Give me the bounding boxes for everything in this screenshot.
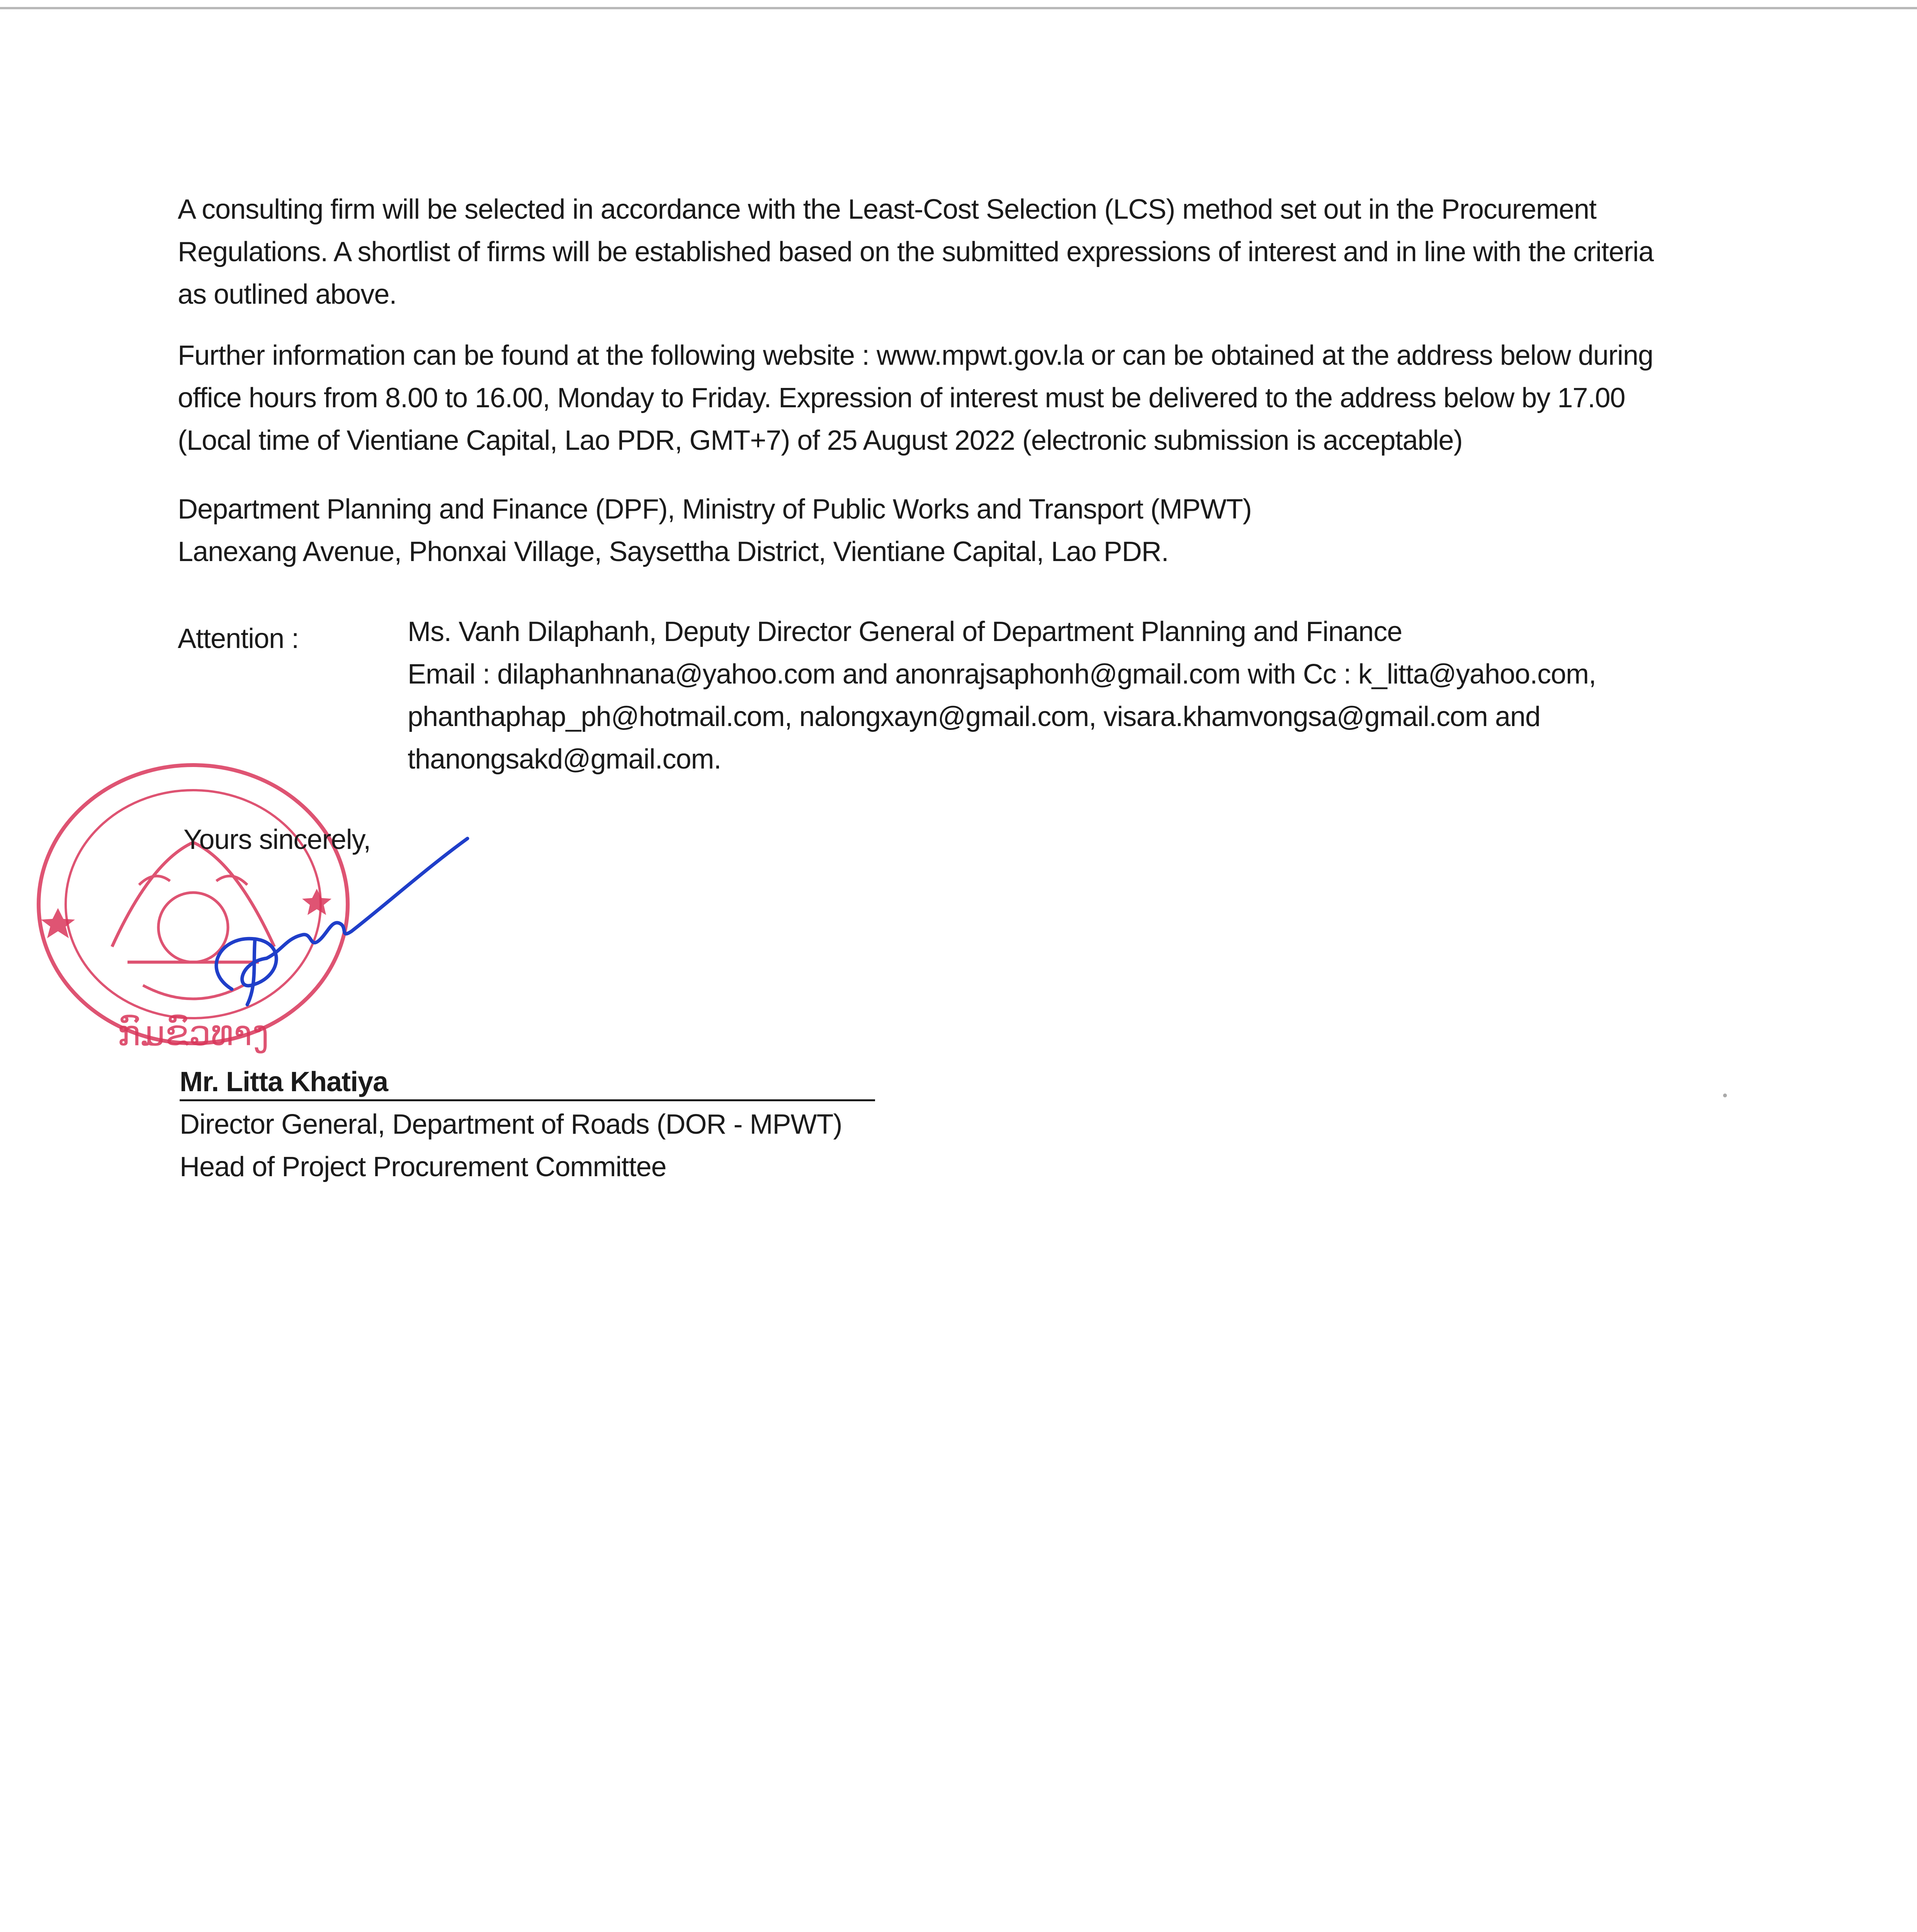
address-line: Department Planning and Finance (DPF), Ministry of Public Works and Transport (MPWT) (178, 494, 1252, 525)
further-information-paragraph (178, 334, 1746, 462)
signatory-title-line: Director General, Department of Roads (DOR - MPWT) (180, 1109, 842, 1140)
paragraph-line: office hours from 8.00 to 16.00, Monday to Friday. Expression of interest must be delivered to the address below by 17.00 (178, 383, 1625, 413)
selection-method-paragraph (178, 188, 1746, 316)
signatory-title-line: Head of Project Procurement Committee (180, 1151, 666, 1182)
paragraph-line: Regulations. A shortlist of firms will be established based on the submitted expressions of interest and in line with the criteria (178, 236, 1654, 267)
attention-line: Ms. Vanh Dilaphanh, Deputy Director General of Department Planning and Finance (408, 616, 1402, 647)
top-border-rule (0, 7, 1917, 9)
paragraph-line: as outlined above. (178, 279, 397, 310)
address-line: Lanexang Avenue, Phonxai Village, Saysettha District, Vientiane Capital, Lao PDR. (178, 536, 1169, 567)
delivery-address (178, 488, 1252, 573)
paragraph-line: Further information can be found at the following website : www.mpwt.gov.la or can be obtained at the address below during (178, 340, 1653, 371)
paragraph-line: A consulting firm will be selected in accordance with the Least-Cost Selection (LCS) method set out in the Procurement (178, 194, 1596, 225)
handwritten-signature (185, 823, 487, 1024)
attention-label: Attention : (178, 623, 299, 654)
attention-line: thanongsakd@gmail.com. (408, 744, 721, 775)
attention-contact-block (408, 611, 1596, 781)
attention-line: Email : dilaphanhnana@yahoo.com and anonrajsaphonh@gmail.com with Cc : k_litta@yahoo.com, (408, 659, 1596, 690)
paragraph-line: (Local time of Vientiane Capital, Lao PDR, GMT+7) of 25 August 2022 (electronic submission is acceptable) (178, 425, 1463, 456)
signatory-name: Mr. Litta Khatiya (180, 1065, 875, 1101)
signatory-block (180, 1061, 875, 1188)
stamp-text: ກົມຂົວທາງ (117, 1013, 269, 1054)
attention-line: phanthaphap_ph@hotmail.com, nalongxayn@gmail.com, visara.khamvongsa@gmail.com and (408, 701, 1540, 732)
scan-speck (1723, 1094, 1727, 1097)
closing-salutation: Yours sincerely, (184, 824, 371, 855)
